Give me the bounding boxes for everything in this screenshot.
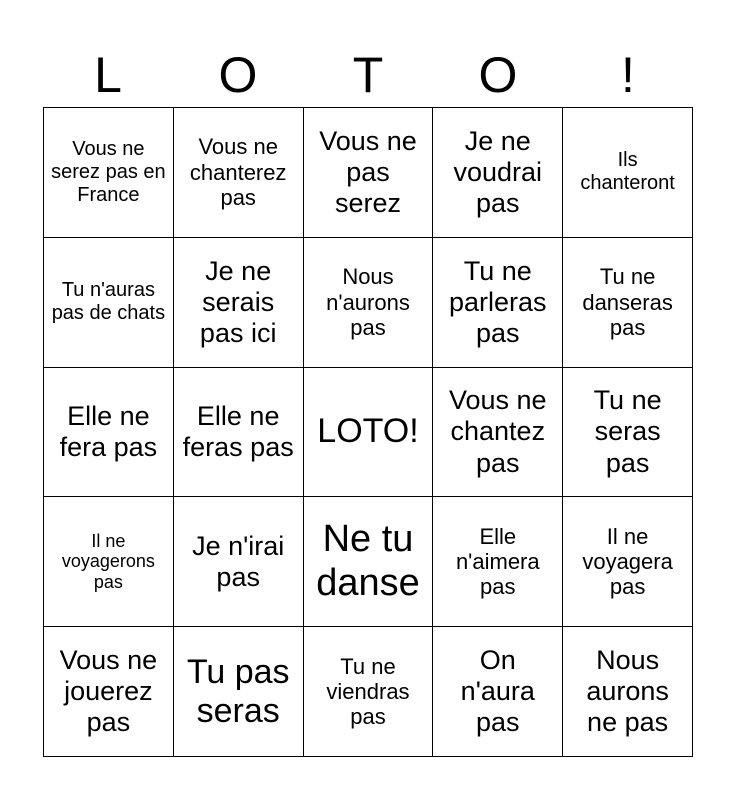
cell-text: Vous ne pas serez: [319, 125, 417, 218]
bingo-cell[interactable]: [174, 627, 304, 757]
bingo-cell[interactable]: [304, 497, 434, 627]
bingo-cell[interactable]: [563, 238, 693, 368]
bingo-cell[interactable]: [304, 108, 434, 238]
bingo-cell[interactable]: [563, 497, 693, 627]
cell-text: Vous ne chantez pas: [448, 385, 547, 478]
cell-text: Ne tu danse: [316, 518, 420, 604]
cell-text: Elle ne fera pas: [59, 400, 158, 462]
cell-text: Ils chanteront: [580, 149, 675, 195]
cell-text: Tu ne seras pas: [593, 385, 662, 478]
cell-text: Je ne voudrai pas: [453, 125, 543, 218]
cell-text: Vous ne serez pas en France: [51, 137, 166, 206]
bingo-cell[interactable]: [563, 108, 693, 238]
cell-text: Tu ne parleras pas: [449, 255, 547, 348]
free-space-text: LOTO!: [317, 412, 419, 451]
cell-text: Tu ne viendras pas: [326, 653, 410, 730]
cell-text: Elle n'aimera pas: [455, 523, 540, 600]
cell-text: Elle ne feras pas: [182, 400, 294, 462]
bingo-cell[interactable]: [433, 238, 563, 368]
cell-text: Vous ne jouerez pas: [59, 645, 158, 738]
bingo-cell[interactable]: [304, 627, 434, 757]
bingo-cell[interactable]: [174, 368, 304, 498]
cell-text: Je ne serais pas ici: [199, 255, 277, 348]
cell-text: On n'aura pas: [460, 645, 535, 738]
title-letter-t: T: [352, 47, 384, 103]
card-title: [43, 44, 693, 106]
bingo-cell[interactable]: [174, 497, 304, 627]
cell-text: Il ne voyagera pas: [582, 523, 673, 600]
bingo-cell[interactable]: [563, 368, 693, 498]
cell-text: Vous ne chanterez pas: [189, 134, 287, 211]
bingo-cell[interactable]: [433, 497, 563, 627]
bingo-cell[interactable]: [44, 108, 174, 238]
cell-text: Il ne voyagerons pas: [61, 530, 155, 593]
bingo-cell[interactable]: [433, 108, 563, 238]
title-letter-o: O: [218, 47, 258, 103]
bingo-cell-free-space[interactable]: [304, 368, 434, 498]
cell-text: Nous n'aurons pas: [326, 264, 410, 340]
bingo-cell[interactable]: [44, 627, 174, 757]
cell-text: Tu pas seras: [186, 652, 290, 730]
bingo-cell[interactable]: [433, 627, 563, 757]
title-letter-exclamation: !: [621, 47, 635, 103]
bingo-board: [43, 107, 693, 757]
cell-text: Je n'irai pas: [192, 530, 285, 592]
cell-text: Tu ne danseras pas: [582, 264, 673, 340]
cell-text: Nous aurons ne pas: [586, 645, 669, 738]
bingo-cell[interactable]: [174, 108, 304, 238]
bingo-cell[interactable]: [44, 238, 174, 368]
title-letter-o-2: O: [478, 47, 518, 103]
bingo-cell[interactable]: [304, 238, 434, 368]
bingo-cell[interactable]: [44, 497, 174, 627]
cell-text: Tu n'auras pas de chats: [51, 279, 166, 325]
title-letter-l: L: [94, 47, 122, 103]
bingo-cell[interactable]: [433, 368, 563, 498]
bingo-cell[interactable]: [563, 627, 693, 757]
bingo-cell[interactable]: [44, 368, 174, 498]
bingo-cell[interactable]: [174, 238, 304, 368]
